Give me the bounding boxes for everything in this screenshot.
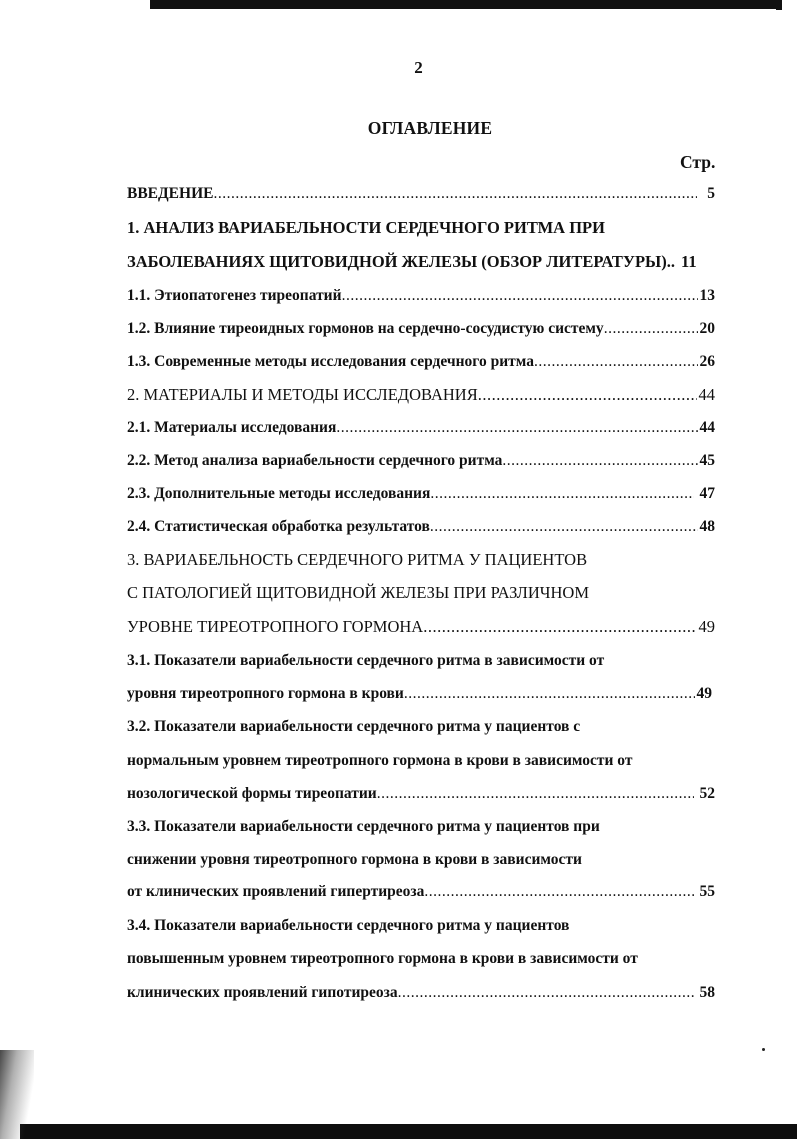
toc-entry: 2.2. Метод анализа вариабельности сердечного ритма ..... 45: [127, 452, 715, 470]
toc-entry: 3. ВАРИАБЕЛЬНОСТЬ СЕРДЕЧНОГО РИТМА У ПАЦИЕНТОВ: [127, 550, 588, 569]
toc-entry: 2. МАТЕРИАЛЫ И МЕТОДЫ ИССЛЕДОВАНИЯ ..... 44: [127, 385, 715, 405]
toc-entry: 3.3. Показатели вариабельности сердечного ритма у пациентов при: [127, 818, 600, 835]
page-number: 2: [414, 58, 423, 77]
toc-entry: 1.2. Влияние тиреоидных гормонов на сердечно-сосудистую систему ..... 20: [127, 320, 715, 338]
toc-entry: 1. АНАЛИЗ ВАРИАБЕЛЬНОСТИ СЕРДЕЧНОГО РИТМА ПРИ: [127, 218, 605, 237]
toc-entry: ВВЕДЕНИЕ ..... 5: [127, 185, 715, 203]
toc-entry: уровня тиреотропного гормона в крови ..... 49: [127, 685, 712, 703]
toc-entry: УРОВНЕ ТИРЕОТРОПНОГО ГОРМОНА ..... 49: [127, 617, 715, 637]
toc-entry: от клинических проявлений гипертиреоза ..... 55: [127, 883, 715, 901]
toc-entry: ЗАБОЛЕВАНИЯХ ЩИТОВИДНОЙ ЖЕЛЕЗЫ (ОБЗОР ЛИТЕРАТУРЫ).. 11: [127, 252, 697, 271]
scan-right-border: [776, 0, 782, 10]
toc-entry: нозологической формы тиреопатии ..... 52: [127, 785, 715, 803]
page-column-label: Стр.: [680, 152, 716, 172]
scan-bottom-border: [20, 1124, 797, 1139]
toc-entry: 1.3. Современные методы исследования сердечного ритма ..... 26: [127, 353, 715, 371]
toc-entry: 2.1. Материалы исследования ..... 44: [127, 419, 715, 437]
toc-entry: повышенным уровнем тиреотропного гормона в крови в зависимости от: [127, 950, 638, 967]
toc-entry: 2.4. Статистическая обработка результатов ..... 48: [127, 518, 715, 536]
scan-dot: [762, 1048, 765, 1051]
page-title: ОГЛАВЛЕНИЕ: [367, 118, 493, 138]
toc-entry: 2.3. Дополнительные методы исследования ..... 47: [127, 485, 715, 503]
toc-entry: клинических проявлений гипотиреоза ..... 58: [127, 984, 715, 1002]
scan-top-border: [150, 0, 780, 9]
toc-entry: 3.4. Показатели вариабельности сердечного ритма у пациентов: [127, 917, 570, 934]
toc-entry: 3.2. Показатели вариабельности сердечного ритма у пациентов с: [127, 718, 581, 735]
toc-entry: 3.1. Показатели вариабельности сердечного ритма в зависимости от: [127, 652, 605, 669]
toc-entry: С ПАТОЛОГИЕЙ ЩИТОВИДНОЙ ЖЕЛЕЗЫ ПРИ РАЗЛИЧНОМ: [127, 583, 590, 602]
toc-entry: снижении уровня тиреотропного гормона в крови в зависимости: [127, 851, 582, 868]
toc-entry: нормальным уровнем тиреотропного гормона в крови в зависимости от: [127, 752, 633, 769]
scan-smudge: [0, 1050, 34, 1139]
toc-entry: 1.1. Этиопатогенез тиреопатий ..... 13: [127, 287, 715, 305]
